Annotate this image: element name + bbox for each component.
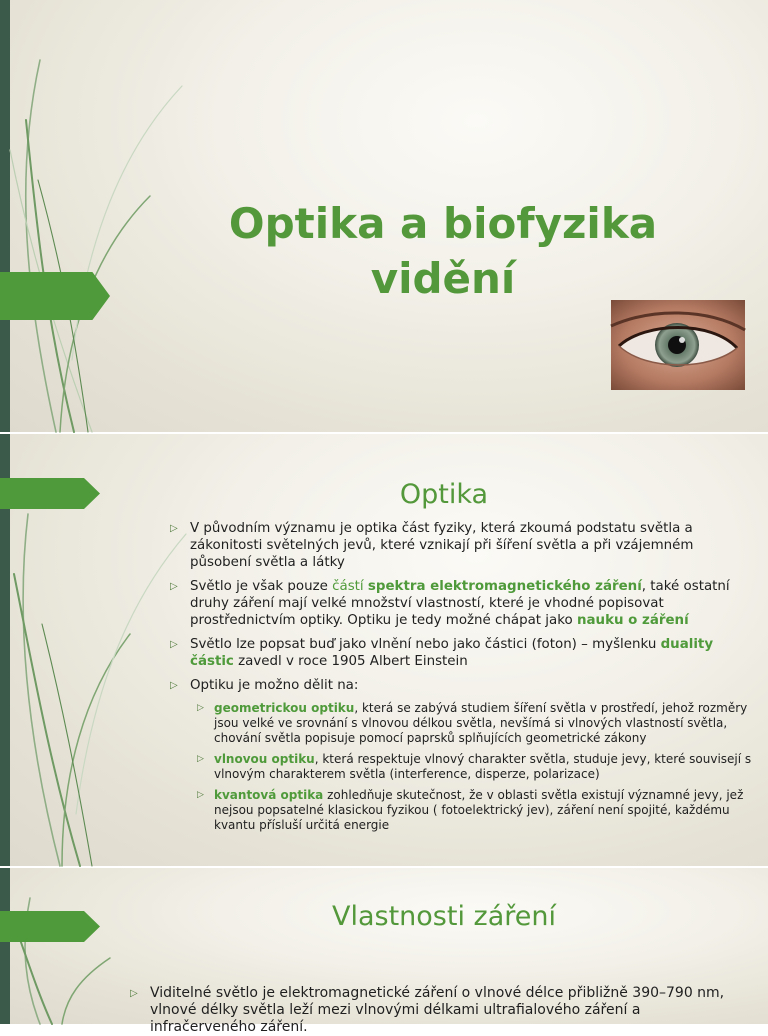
sub-list-item: ▷ kvantová optika zohledňuje skutečnost, že v oblasti světla existují významné jevy, jež nejsou popsatelné klasickou fyzikou ( fotoelektrický jev), záření není spojité, každému kvantu přísluší určitá energie bbox=[197, 788, 744, 832]
green-arrow-tab bbox=[0, 478, 100, 509]
arrow-bullet-icon: ▷ bbox=[130, 988, 138, 999]
arrow-bullet-icon: ▷ bbox=[170, 639, 178, 650]
slide-title-page bbox=[0, 0, 768, 432]
list-item: ▷ V původním významu je optika část fyziky, která zkoumá podstatu světla a zákonitosti světelných jevů, které vznikají při šíření světla a při vzájemném působení světla a látky bbox=[170, 521, 694, 570]
arrow-bullet-icon: ▷ bbox=[170, 680, 178, 691]
sub-list-item: ▷ vlnovou optiku, která respektuje vlnový charakter světla, studuje jevy, které souvisejí s vlnovým charakterem světla (interference, disperze, polarizace) bbox=[197, 752, 752, 781]
slide-3-title: Vlastnosti záření bbox=[332, 901, 556, 932]
highlight-term: kvantová optika bbox=[214, 788, 324, 802]
arrow-bullet-icon: ▷ bbox=[197, 703, 204, 713]
green-arrow-tab bbox=[0, 911, 100, 942]
decorative-curves bbox=[0, 0, 200, 432]
list-item: ▷ Optiku je možno dělit na: ▷ geometrickou optiku, která se zabývá studiem šíření světla v prostředí, jehož rozměry jsou velké ve srovnání s vlnovou délkou světla, nevšímá si vlnových vlastností světla, chování světla popisuje pomocí paprsků splňujících geometrické zákony ▷ vlnovou optiku, která respektuje vlnový charakter světla, studuje jevy, které souvisejí s vlnovým charakterem světla (interference, disperze, polarizace) ▷ kvantová optika zohledňuje skutečnost, že v oblasti světla existují významné jevy, jež nejsou popsatelné klasickou fyzikou ( fotoelektrický jev), záření není spojité, každému kvantu přísluší určitá energie bbox=[170, 677, 755, 833]
slide-optika bbox=[0, 434, 768, 866]
list-item: ▷ Světlo lze popsat buď jako vlnění nebo jako částici (foton) – myšlenku duality částic zavedl v roce 1905 Albert Einstein bbox=[170, 637, 714, 669]
highlight-term: nauku o záření bbox=[576, 613, 689, 628]
highlight-term: geometrickou optiku bbox=[214, 701, 355, 715]
sub-bullet-list bbox=[190, 701, 755, 833]
arrow-bullet-icon: ▷ bbox=[197, 754, 204, 764]
slide-2-title: Optika bbox=[399, 479, 489, 510]
arrow-bullet-icon: ▷ bbox=[170, 523, 178, 534]
slide-1-title: Optika a biofyzika vidění bbox=[228, 199, 658, 303]
arrow-bullet-icon: ▷ bbox=[197, 790, 204, 800]
highlight-term: vlnovou optiku bbox=[214, 752, 315, 766]
highlight-term: duality částic bbox=[190, 637, 714, 669]
sub-list-item: ▷ geometrickou optiku, která se zabývá studiem šíření světla v prostředí, jehož rozměry jsou velké ve srovnání s vlnovou délkou světla, nevšímá si vlnových vlastností světla, chování světla popisuje pomocí paprsků splňujících geometrické zákony bbox=[197, 701, 748, 745]
green-arrow-tab bbox=[0, 272, 110, 320]
slide-vlastnosti-zareni bbox=[0, 868, 768, 1035]
list-item: ▷ Světlo je však pouze částí spektra elektromagnetického záření, také ostatní druhy záření mají velké množství vlastností, které je vhodné popisovat prostřednictvím optiky. Optiku je tedy možné chápat jako nauku o záření bbox=[170, 579, 730, 628]
bullet-list bbox=[130, 985, 750, 1036]
highlight-term: spektra elektromagnetického záření bbox=[367, 579, 642, 594]
arrow-bullet-icon: ▷ bbox=[170, 581, 178, 592]
bullet-list bbox=[170, 520, 755, 839]
list-item: ▷ Viditelné světlo je elektromagnetické záření o vlnové délce přibližně 390–790 nm, vlnové délky světla leží mezi vlnovými délkami ultrafialového záření a infračerveného záření. bbox=[130, 985, 725, 1035]
eye-photo bbox=[611, 300, 745, 390]
